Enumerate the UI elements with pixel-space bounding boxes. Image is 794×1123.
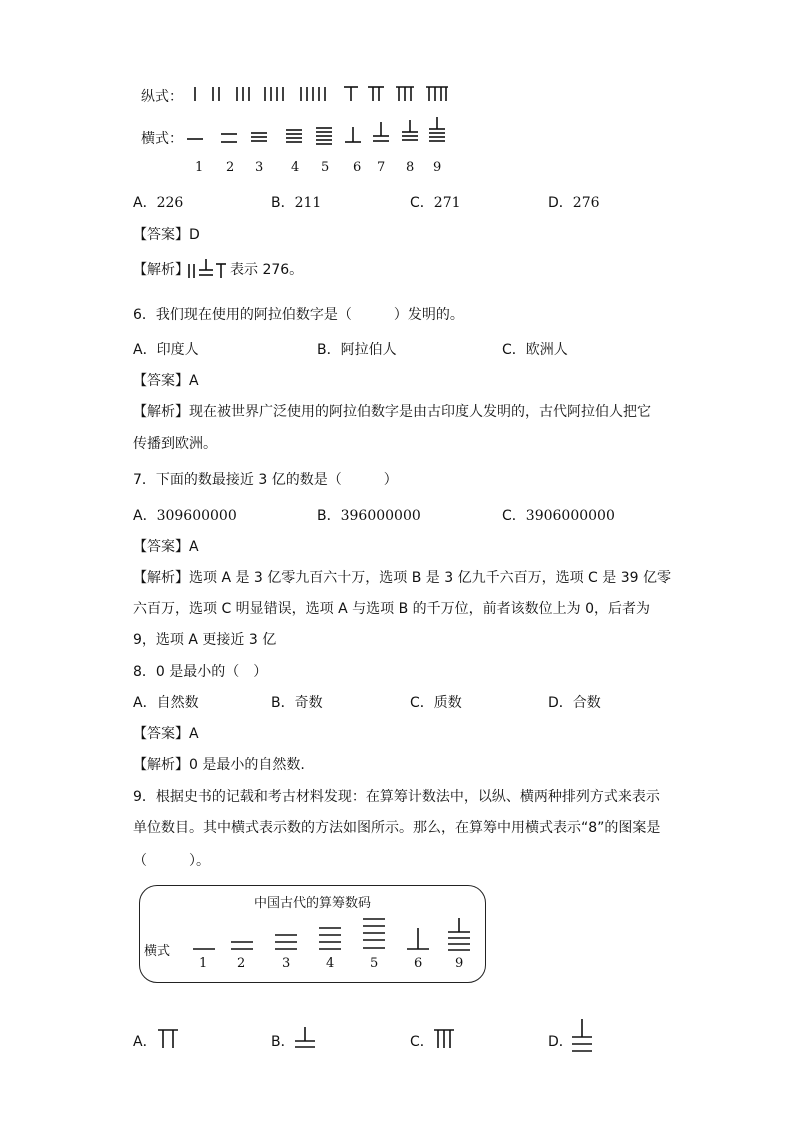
horizontal-rod-8 xyxy=(402,120,418,140)
option-text: 211 xyxy=(294,195,322,211)
vertical-rod-3 xyxy=(237,87,249,101)
q5-analysis xyxy=(133,259,189,279)
q9-question-line3: （ ）。 xyxy=(133,853,210,869)
q9-question-line1: 9．根据史书的记载和考古材料发现：在算筹计数法中，以纵、横两种排列方式来表示 xyxy=(133,789,660,805)
analysis-text: 0 是最小的自然数. xyxy=(189,757,305,773)
option-letter: B． xyxy=(271,695,295,711)
option-text: 合数 xyxy=(572,695,601,711)
answer-label: 【答案】 xyxy=(133,726,189,742)
figure-digit-3: 3 xyxy=(282,956,291,971)
option-text: 271 xyxy=(433,195,461,211)
option-letter: B． xyxy=(317,508,341,524)
vertical-rod-7 xyxy=(368,87,384,101)
answer-value: D xyxy=(189,227,200,243)
option-letter: C． xyxy=(410,195,434,211)
option-text: 309600000 xyxy=(156,508,237,524)
q5-answer xyxy=(133,224,200,244)
option-text: 质数 xyxy=(433,695,462,711)
q5-rod-numeral-276 xyxy=(186,256,226,280)
option-text: 3906000000 xyxy=(525,508,615,524)
option-letter: A． xyxy=(133,1034,157,1050)
digit-label-2: 2 xyxy=(226,160,235,175)
q8-question: 8．0 是最小的（ ） xyxy=(133,664,268,680)
q8-option-d[interactable] xyxy=(548,692,601,712)
option-letter: D． xyxy=(548,695,573,711)
digit-label-7: 7 xyxy=(377,160,386,175)
horizontal-rod-6 xyxy=(345,127,361,142)
q7-option-c[interactable] xyxy=(502,505,615,525)
analysis-label: 【解析】 xyxy=(133,404,189,420)
option-text: 396000000 xyxy=(340,508,421,524)
q6-option-c[interactable] xyxy=(502,339,568,359)
option-letter: B． xyxy=(317,342,341,358)
figure-digit-1: 1 xyxy=(199,956,208,971)
option-letter: C． xyxy=(502,342,526,358)
option-letter: A． xyxy=(133,195,157,211)
option-letter: C． xyxy=(410,1034,434,1050)
q8-option-c[interactable] xyxy=(410,692,462,712)
q9-option-b-rods xyxy=(293,1025,319,1053)
q6-question: 6．我们现在使用的阿拉伯数字是（ ）发明的。 xyxy=(133,307,464,323)
vertical-rod-2 xyxy=(213,87,219,101)
analysis-label: 【解析】 xyxy=(133,757,189,773)
analysis-text: 选项 A 是 3 亿零九百六十万，选项 B 是 3 亿九千六百万，选项 C 是 39 亿零 xyxy=(189,570,671,586)
option-text: 276 xyxy=(572,195,600,211)
horizontal-rod-4 xyxy=(286,130,302,142)
figure-digit-6: 6 xyxy=(414,956,423,971)
figure-digit-2: 2 xyxy=(237,956,246,971)
horizontal-rod-5 xyxy=(316,128,332,144)
digit-label-9: 9 xyxy=(433,160,442,175)
q8-analysis xyxy=(133,754,305,774)
analysis-label: 【解析】 xyxy=(133,570,189,586)
answer-label: 【答案】 xyxy=(133,373,189,389)
option-letter: A． xyxy=(133,695,157,711)
figure-digit-5: 5 xyxy=(370,956,379,971)
option-letter: C． xyxy=(502,508,526,524)
q7-option-b[interactable] xyxy=(317,505,421,525)
q5-analysis-text: 表示 276。 xyxy=(230,262,304,278)
q8-option-a[interactable] xyxy=(133,692,199,712)
digit-label-6: 6 xyxy=(353,160,362,175)
digit-label-3: 3 xyxy=(255,160,264,175)
answer-value: A xyxy=(189,539,199,555)
horizontal-label: 横式： xyxy=(141,131,183,147)
answer-label: 【答案】 xyxy=(133,227,189,243)
q9-option-a-rods xyxy=(157,1027,181,1051)
horizontal-rod-3 xyxy=(251,133,267,141)
horizontal-rod-2 xyxy=(221,134,237,142)
option-letter: A． xyxy=(133,342,157,358)
vertical-rod-8 xyxy=(396,87,414,101)
q7-analysis-line2: 六百万，选项 C 明显错误，选项 A 与选项 B 的千万位，前者该数位上为 0，后者为 xyxy=(133,601,651,617)
option-letter: B． xyxy=(271,1034,295,1050)
digit-label-5: 5 xyxy=(321,160,330,175)
option-text: 阿拉伯人 xyxy=(340,342,397,358)
option-text: 226 xyxy=(156,195,184,211)
option-text: 奇数 xyxy=(294,695,323,711)
figure-title: 中国古代的算筹数码 xyxy=(254,896,372,911)
answer-value: A xyxy=(189,726,199,742)
q7-answer xyxy=(133,536,199,556)
q5-option-b[interactable] xyxy=(271,192,321,212)
answer-value: A xyxy=(189,373,199,389)
digit-label-8: 8 xyxy=(406,160,415,175)
q7-analysis-line3: 9，选项 A 更接近 3 亿 xyxy=(133,632,277,648)
q5-option-c[interactable] xyxy=(410,192,461,212)
option-letter: D． xyxy=(548,195,573,211)
vertical-rod-6 xyxy=(344,87,358,101)
option-letter: A． xyxy=(133,508,157,524)
vertical-rod-5 xyxy=(301,87,325,101)
vertical-label: 纵式： xyxy=(141,89,183,105)
digit-label-4: 4 xyxy=(291,160,300,175)
q9-question-line2: 单位数目。其中横式表示数的方法如图所示。那么，在算筹中用横式表示“8”的图案是 xyxy=(133,820,661,836)
q9-option-d-rods xyxy=(570,1018,598,1058)
analysis-text: 现在被世界广泛使用的阿拉伯数字是由古印度人发明的，古代阿拉伯人把它 xyxy=(189,404,651,420)
q6-analysis-line1 xyxy=(133,401,651,421)
answer-label: 【答案】 xyxy=(133,539,189,555)
option-text: 印度人 xyxy=(156,342,199,358)
q9-option-c[interactable] xyxy=(410,1031,434,1051)
q9-option-c-rods xyxy=(433,1027,459,1051)
figure-digit-9: 9 xyxy=(455,956,464,971)
q6-analysis-line2: 传播到欧洲。 xyxy=(133,436,217,452)
vertical-rod-4 xyxy=(265,87,283,101)
q6-answer xyxy=(133,370,199,390)
q8-option-b[interactable] xyxy=(271,692,323,712)
q7-question: 7．下面的数最接近 3 亿的数是（ ） xyxy=(133,472,398,488)
option-letter: C． xyxy=(410,695,434,711)
q6-option-a[interactable] xyxy=(133,339,199,359)
option-text: 自然数 xyxy=(156,695,199,711)
digit-label-1: 1 xyxy=(195,160,204,175)
q8-answer xyxy=(133,723,199,743)
figure-digit-4: 4 xyxy=(326,956,335,971)
vertical-rod-9 xyxy=(426,87,448,101)
q9-option-b[interactable] xyxy=(271,1031,295,1051)
option-letter: D． xyxy=(548,1034,573,1050)
option-text: 欧洲人 xyxy=(525,342,568,358)
q9-option-a[interactable] xyxy=(133,1031,157,1051)
figure-row-label: 横式 xyxy=(144,944,171,959)
q5-option-d[interactable] xyxy=(548,192,600,212)
horizontal-rod-9 xyxy=(429,117,445,141)
q5-option-a[interactable] xyxy=(133,192,183,212)
horizontal-rod-7 xyxy=(373,122,389,141)
option-letter: B． xyxy=(271,195,295,211)
q7-analysis-line1 xyxy=(133,567,671,587)
analysis-label: 【解析】 xyxy=(133,262,189,278)
q7-option-a[interactable] xyxy=(133,505,237,525)
q6-option-b[interactable] xyxy=(317,339,397,359)
